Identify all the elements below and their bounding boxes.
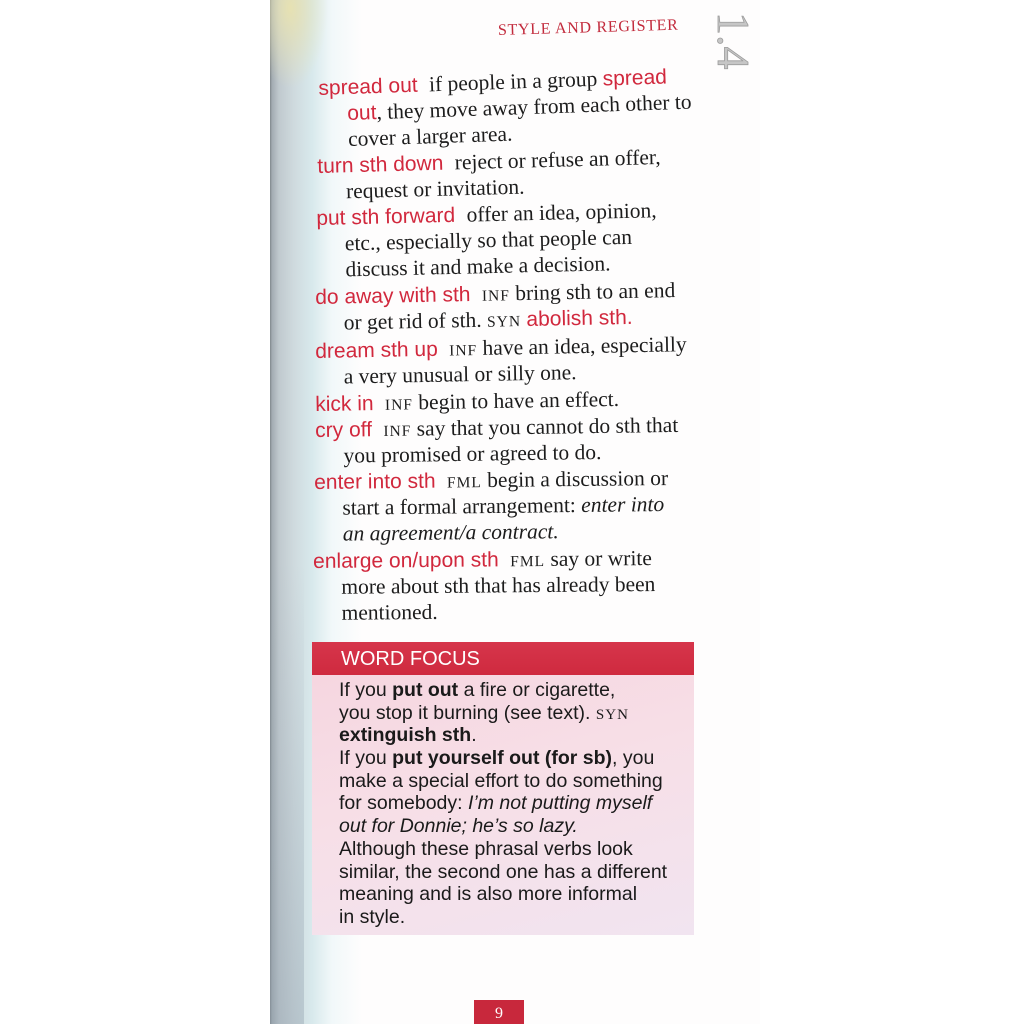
definition-text: request or invitation.	[345, 174, 525, 204]
entry-line	[315, 438, 678, 469]
definition-text: begin to have an effect.	[418, 386, 620, 415]
word-focus-line	[339, 883, 694, 906]
definition-text: a very unusual or silly one.	[343, 360, 577, 389]
headword: turn sth down	[317, 151, 444, 178]
word-focus-line	[339, 861, 694, 884]
definition-text: mentioned.	[341, 599, 438, 625]
register-label: FML	[510, 552, 546, 571]
body-text: meaning and is also more informal	[339, 883, 638, 906]
headword: cry off	[315, 418, 373, 442]
definition-text: etc., especially so that people can	[344, 224, 633, 256]
entry-kick-in	[315, 386, 619, 417]
example-text: out for Donnie; he’s so lazy.	[339, 815, 578, 838]
entry-put-sth-forward	[316, 197, 658, 283]
word-focus-line	[339, 770, 694, 793]
definition-text: if people in a group	[428, 66, 598, 97]
body-text: Although these phrasal verbs look	[339, 837, 633, 860]
word-focus-line	[339, 906, 694, 929]
word-focus-line	[339, 815, 694, 838]
word-focus-line	[339, 792, 694, 815]
definition-text: , they move away from each other to	[376, 89, 692, 125]
definition-text: start a formal arrangement:	[342, 493, 576, 520]
entry-dream-sth-up	[315, 331, 687, 390]
example-text: I’m not putting myself	[467, 792, 653, 815]
entry-line	[315, 412, 678, 443]
definition-text: bring sth to an end	[514, 278, 676, 306]
body-text: , you	[612, 747, 655, 770]
word-focus-line	[339, 724, 694, 747]
example-text: an agreement/a contract.	[342, 519, 559, 546]
entry-do-away-with-sth	[315, 277, 676, 336]
body-text: .	[471, 724, 477, 747]
cross-reference: spread	[602, 65, 668, 91]
headword: do away with sth	[315, 283, 471, 309]
page-number: 9	[474, 1000, 524, 1024]
definition-text: have an idea, especially	[482, 332, 687, 360]
body-text: you stop it burning (see text).	[339, 701, 591, 724]
entry-enter-into-sth	[314, 465, 669, 547]
definition-text: cover a larger area.	[347, 121, 513, 152]
definition-text: more about sth that has already been	[341, 572, 656, 599]
body-text: If you	[339, 679, 387, 701]
body-text: in style.	[339, 905, 406, 928]
definition-text: offer an idea, opinion,	[466, 198, 657, 227]
entry-line	[313, 597, 655, 626]
definition-text: say or write	[550, 546, 652, 571]
definition-text: discuss it and make a decision.	[345, 251, 611, 282]
cross-reference: out	[346, 101, 377, 126]
word-focus-line	[339, 838, 694, 861]
synonym-label: SYN	[486, 313, 522, 331]
body-text: make a special effort to do something	[339, 769, 663, 792]
word-focus-line	[339, 747, 694, 770]
entry-line	[314, 491, 668, 521]
body-text: similar, the second one has a different	[339, 860, 668, 883]
entry-spread-out	[318, 63, 693, 153]
section-title: STYLE AND REGISTER	[497, 16, 679, 39]
entry-line	[315, 386, 619, 417]
definition-text: or get rid of sth.	[343, 307, 482, 335]
word-focus-box	[312, 642, 694, 935]
phrasal-verb: put out	[392, 679, 459, 701]
entry-line	[314, 465, 668, 495]
entry-line	[313, 571, 655, 600]
entry-turn-sth-down	[317, 144, 662, 205]
register-label: INF	[384, 396, 414, 414]
synonym-term: extinguish sth	[339, 724, 472, 747]
register-label: INF	[481, 287, 511, 305]
phrasal-verb: put yourself out (for sb)	[392, 747, 613, 770]
unit-number: 1.4	[708, 12, 759, 70]
word-focus-line	[339, 702, 694, 725]
entry-cry-off	[315, 412, 679, 469]
synonym-reference: abolish sth.	[526, 305, 633, 331]
headword: enlarge on/upon sth	[313, 548, 499, 573]
body-text: a fire or cigarette,	[463, 679, 616, 701]
headword: dream sth up	[315, 337, 439, 363]
definition-text: begin a discussion or	[487, 465, 669, 493]
body-text: for somebody:	[339, 792, 463, 815]
headword: kick in	[315, 392, 374, 416]
definition-text: reject or refuse an offer,	[454, 145, 661, 175]
headword: enter into sth	[314, 469, 436, 494]
entry-line	[315, 517, 669, 547]
word-focus-body	[312, 675, 694, 935]
headword: put sth forward	[316, 203, 456, 230]
register-label: FML	[446, 474, 482, 492]
word-focus-line	[339, 679, 694, 702]
definition-text: you promised or agreed to do.	[343, 440, 602, 468]
definition-text: say that you cannot do sth that	[416, 412, 679, 441]
synonym-label: SYN	[595, 706, 629, 723]
example-text: enter into	[581, 492, 665, 517]
body-text: If you	[339, 747, 387, 770]
entry-enlarge-on-upon-sth	[313, 545, 656, 626]
entry-line	[313, 545, 655, 574]
headword: spread out	[318, 73, 419, 100]
register-label: INF	[383, 422, 412, 441]
word-focus-title: WORD FOCUS	[312, 642, 694, 675]
register-label: INF	[449, 342, 478, 360]
